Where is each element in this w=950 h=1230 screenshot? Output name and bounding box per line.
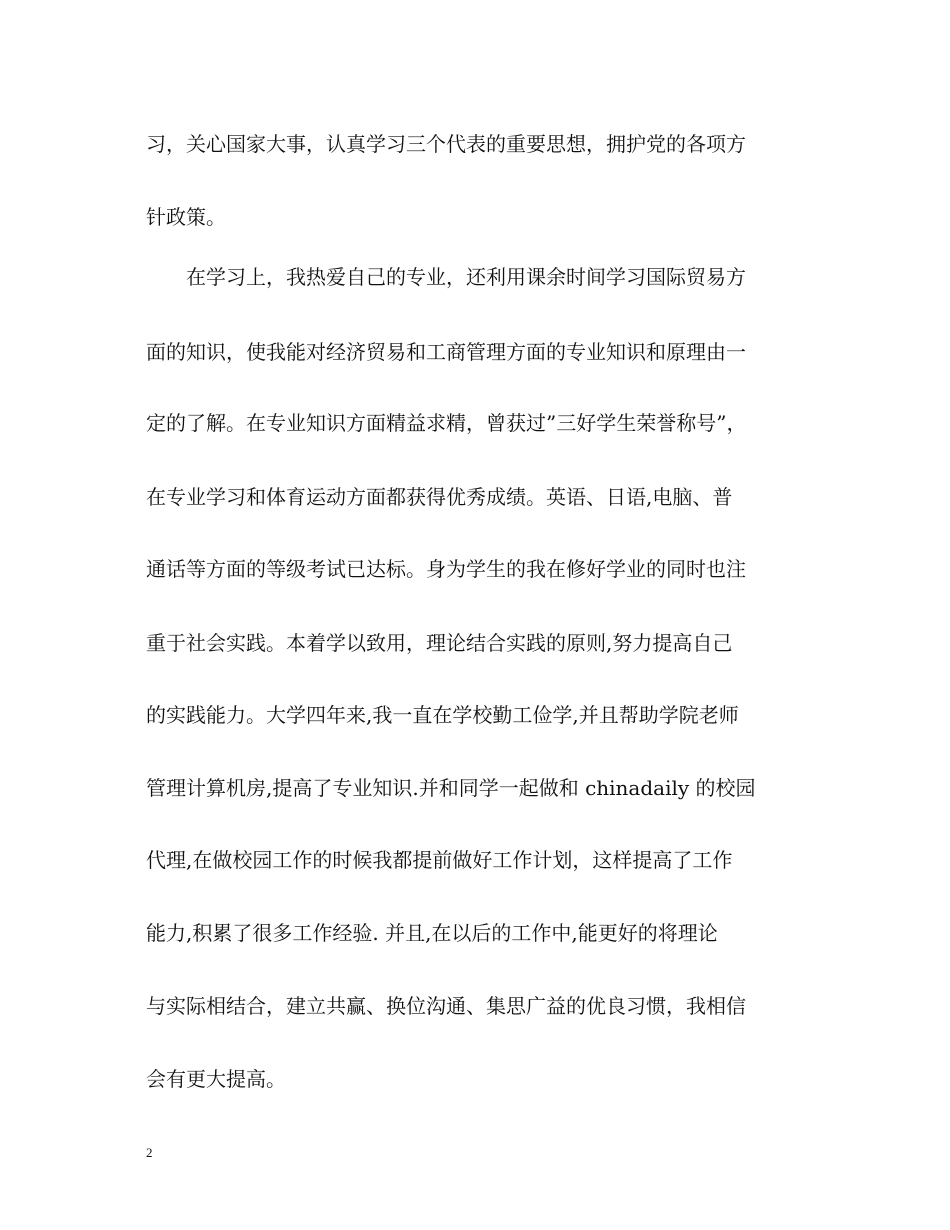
text-line-14: 会有更大提高。 [146,1067,286,1091]
text-line-11: 代理,在做校园工作的时候我都提前做好工作计划，这样提高了工作 [146,848,733,872]
text-line-10: 管理计算机房,提高了专业知识.并和同学一起做和 chinadaily 的校园 [146,776,756,800]
text-line-8: 重于社会实践。本着学以致用，理论结合实践的原则,努力提高自己 [146,631,733,655]
text-line-9: 的实践能力。大学四年来,我一直在学校勤工俭学,并且帮助学院老师 [146,703,739,727]
text-line-7: 通话等方面的等级考试已达标。身为学生的我在修好学业的同时也注 [146,557,746,581]
text-line-13: 与实际相结合，建立共赢、换位沟通、集思广益的优良习惯，我相信 [146,994,746,1018]
text-line-4: 面的知识，使我能对经济贸易和工商管理方面的专业知识和原理由一 [146,340,746,364]
text-line-2: 针政策。 [146,205,226,229]
text-line-12: 能力,积累了很多工作经验. 并且,在以后的工作中,能更好的将理论 [146,921,718,945]
text-line-5: 定的了解。在专业知识方面精益求精，曾获过”三好学生荣誉称号”， [146,411,747,435]
text-line-1: 习，关心国家大事，认真学习三个代表的重要思想，拥护党的各项方 [146,132,746,156]
page-number: 2 [146,1145,153,1160]
text-line-6: 在专业学习和体育运动方面都获得优秀成绩。英语、日语,电脑、普 [146,485,733,509]
text-line-3: 在学习上，我热爱自己的专业，还利用课余时间学习国际贸易方 [146,265,746,289]
